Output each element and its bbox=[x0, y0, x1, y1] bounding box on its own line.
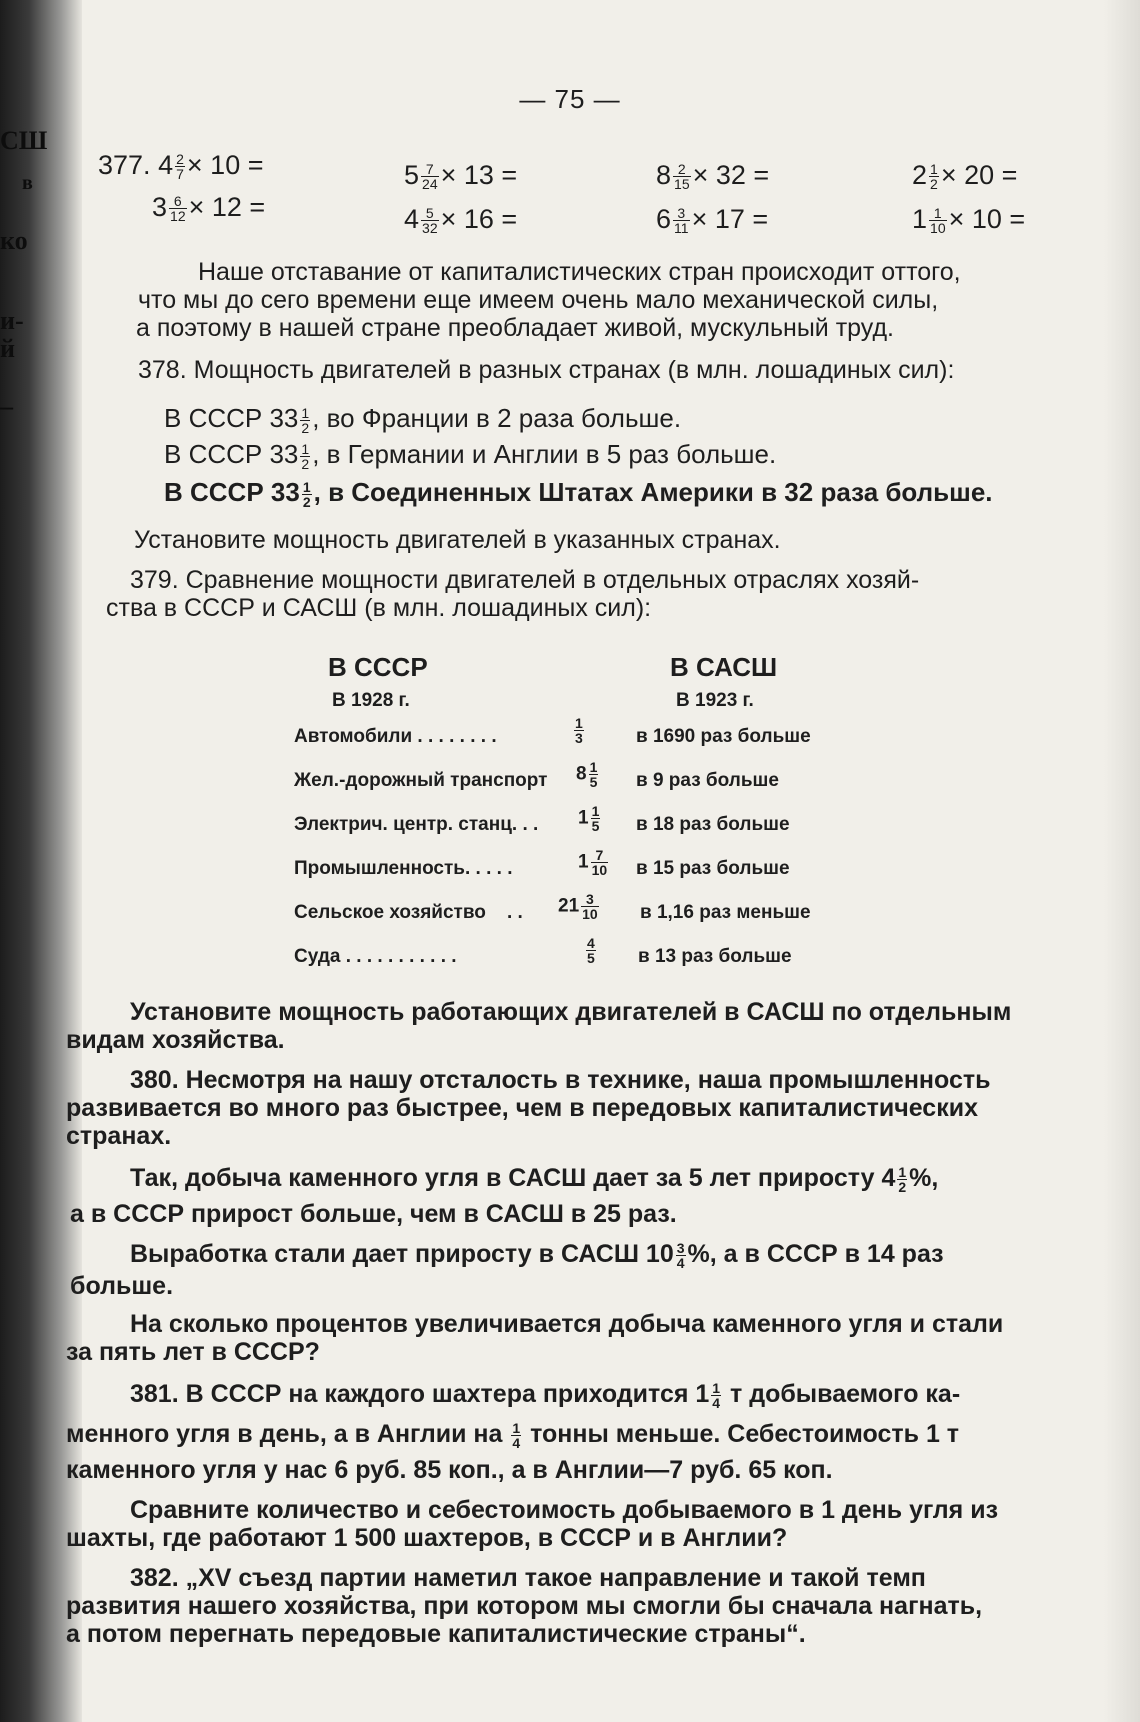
problem-380-question: за пять лет в СССР? bbox=[66, 1338, 320, 1366]
fraction bbox=[673, 162, 691, 191]
whole: 1 bbox=[578, 807, 589, 829]
problem-379-line: 379. Сравнение мощности двигателей в отдельных отраслях хозяй- bbox=[130, 566, 920, 594]
numerator: 3 bbox=[676, 1239, 685, 1256]
exercise-number: 377. bbox=[98, 150, 151, 180]
denominator: 12 bbox=[170, 208, 186, 225]
intro-line: Наше отставание от капиталистических стран происходит оттого, bbox=[198, 258, 961, 286]
problem-378-title: 378. Мощность двигателей в разных странах (в млн. лошадиных сил): bbox=[138, 356, 955, 384]
fraction bbox=[175, 152, 185, 181]
text: , в Германии и Англии в 5 раз больше. bbox=[312, 439, 777, 469]
denominator: 7 bbox=[176, 166, 184, 183]
expression-tail: × 17 = bbox=[691, 204, 769, 234]
problem-382-line: 382. „XV съезд партии наметил такое направление и такой темп bbox=[130, 1564, 926, 1592]
fraction bbox=[897, 1165, 907, 1194]
gutter-text: СШ bbox=[0, 126, 48, 155]
row-value bbox=[572, 716, 586, 745]
exercise-377-item bbox=[656, 160, 769, 191]
denominator: 10 bbox=[582, 906, 598, 922]
expression-tail: × 13 = bbox=[440, 160, 518, 190]
denominator: 2 bbox=[301, 455, 310, 472]
table-head-left: В СССР bbox=[328, 652, 428, 682]
numerator: 2 bbox=[176, 151, 184, 168]
denominator: 15 bbox=[674, 176, 690, 193]
problem-379-task: Установите мощность работающих двигателей в САСШ по отдельным bbox=[130, 998, 1012, 1026]
problem-378-task: Установите мощность двигателей в указанных странах. bbox=[134, 526, 781, 554]
exercise-377-item bbox=[656, 204, 768, 235]
problem-381-line bbox=[66, 1420, 959, 1450]
fraction bbox=[300, 442, 310, 471]
exercise-377-item bbox=[912, 204, 1025, 235]
denominator: 2 bbox=[301, 419, 310, 436]
denominator: 32 bbox=[422, 220, 438, 237]
numerator: 1 bbox=[301, 440, 310, 457]
table-head-right: В САСШ bbox=[670, 652, 778, 682]
whole: 4 bbox=[158, 150, 174, 180]
whole: 21 bbox=[558, 895, 580, 917]
problem-378-line bbox=[164, 440, 776, 471]
whole: 6 bbox=[656, 204, 672, 234]
numerator: 1 bbox=[512, 1419, 521, 1436]
denominator: 4 bbox=[712, 1394, 721, 1411]
whole: 4 bbox=[404, 204, 420, 234]
problem-382-line: развития нашего хозяйства, при котором мы смогли бы сначала нагнать, bbox=[66, 1592, 983, 1620]
fraction bbox=[929, 206, 947, 235]
expression-tail: × 32 = bbox=[692, 160, 770, 190]
denominator: 4 bbox=[676, 1254, 685, 1271]
problem-381-question: шахты, где работают 1 500 шахтеров, в СССР и в Англии? bbox=[66, 1524, 788, 1552]
numerator: 5 bbox=[421, 206, 439, 221]
text: В СССР 33 bbox=[164, 477, 300, 507]
problem-381-question: Сравните количество и себестоимость добываемого в 1 день угля из bbox=[130, 1496, 999, 1524]
row-label: Электрич. центр. станц. . . bbox=[294, 814, 539, 835]
expression-tail: × 20 = bbox=[940, 160, 1018, 190]
numerator: 1 bbox=[929, 206, 947, 221]
problem-378-line bbox=[164, 478, 993, 509]
fraction bbox=[711, 1381, 721, 1410]
numerator: 1 bbox=[930, 161, 938, 178]
numerator: 1 bbox=[575, 715, 583, 731]
whole: 8 bbox=[656, 160, 672, 190]
row-comparison: в 1690 раз больше bbox=[636, 726, 811, 747]
text: Так, добыча каменного угля в САСШ дает за 5 лет приросту 4 bbox=[130, 1164, 896, 1192]
numerator: 1 bbox=[591, 803, 600, 819]
numerator: 1 bbox=[898, 1163, 907, 1180]
whole: 2 bbox=[912, 160, 928, 190]
expression-tail: × 10 = bbox=[948, 204, 1026, 234]
denominator: 10 bbox=[930, 220, 946, 237]
problem-380-line: развивается во много раз быстрее, чем в передовых капиталистических bbox=[66, 1094, 978, 1122]
page-edge bbox=[1104, 0, 1140, 1722]
denominator: 5 bbox=[589, 774, 598, 790]
problem-381-line: каменного угля у нас 6 руб. 85 коп., а в Англии—7 руб. 65 коп. bbox=[66, 1456, 833, 1484]
fraction bbox=[169, 194, 187, 223]
fraction bbox=[929, 162, 939, 191]
whole: 8 bbox=[576, 763, 587, 785]
fraction bbox=[511, 1421, 521, 1450]
row-comparison: в 9 раз больше bbox=[636, 770, 779, 791]
text: , во Франции в 2 раза больше. bbox=[312, 403, 682, 433]
row-label: Сельское хозяйство . . bbox=[294, 902, 523, 923]
problem-380-line: 380. Несмотря на нашу отсталость в технике, наша промышленность bbox=[130, 1066, 991, 1094]
row-label: Суда . . . . . . . . . . . bbox=[294, 946, 457, 967]
text: т добываемого ка- bbox=[723, 1380, 961, 1408]
intro-line: а поэтому в нашей стране преобладает живой, мускульный труд. bbox=[136, 314, 894, 342]
numerator: 3 bbox=[673, 206, 690, 221]
text: , в Соединенных Штатах Америки в 32 раза больше. bbox=[313, 477, 993, 507]
problem-380-steel bbox=[130, 1240, 944, 1270]
numerator: 1 bbox=[302, 478, 311, 495]
exercise-377-item bbox=[404, 160, 517, 191]
table-year-right: В 1923 г. bbox=[676, 690, 754, 711]
numerator: 1 bbox=[301, 404, 310, 421]
fraction bbox=[574, 716, 584, 745]
denominator: 4 bbox=[512, 1434, 521, 1451]
text: тонны меньше. Себестоимость 1 т bbox=[523, 1420, 960, 1448]
denominator: 2 bbox=[930, 176, 938, 193]
table-year-left: В 1928 г. bbox=[332, 690, 410, 711]
numerator: 1 bbox=[589, 759, 598, 775]
gutter-text: й bbox=[0, 334, 15, 363]
text: В СССР 33 bbox=[164, 439, 299, 469]
intro-line: что мы до сего времени еще имеем очень мало механической силы, bbox=[138, 286, 939, 314]
text: В СССР 33 bbox=[164, 403, 299, 433]
denominator: 5 bbox=[591, 818, 600, 834]
gutter-text: и- bbox=[0, 306, 24, 335]
whole: 1 bbox=[912, 204, 928, 234]
problem-380-steel: больше. bbox=[70, 1272, 174, 1300]
denominator: 10 bbox=[591, 862, 608, 878]
fraction bbox=[302, 480, 312, 509]
fraction bbox=[300, 406, 310, 435]
row-label: Промышленность. . . . . bbox=[294, 858, 513, 879]
row-label: Жел.-дорожный транспорт bbox=[294, 770, 548, 791]
fraction bbox=[581, 892, 599, 921]
numerator: 3 bbox=[581, 892, 599, 907]
gutter-text: – bbox=[0, 392, 13, 421]
fraction bbox=[591, 804, 601, 833]
row-value bbox=[578, 848, 610, 877]
text: %, а в СССР в 14 раз bbox=[687, 1240, 944, 1268]
problem-382-line: а потом перегнать передовые капиталистические страны“. bbox=[66, 1620, 806, 1648]
denominator: 2 bbox=[898, 1178, 907, 1195]
row-comparison: в 13 раз больше bbox=[638, 946, 792, 967]
problem-379-task: видам хозяйства. bbox=[66, 1026, 285, 1054]
row-comparison: в 18 раз больше bbox=[636, 814, 790, 835]
numerator: 1 bbox=[712, 1379, 721, 1396]
problem-380-question: На сколько процентов увеличивается добыча каменного угля и стали bbox=[130, 1310, 1004, 1338]
fraction bbox=[589, 760, 599, 789]
whole: 5 bbox=[404, 160, 420, 190]
problem-379-line: ства в СССР и САСШ (в млн. лошадиных сил): bbox=[106, 594, 652, 622]
fraction bbox=[673, 206, 690, 235]
gutter-text: в bbox=[22, 172, 33, 194]
fraction bbox=[421, 206, 439, 235]
whole: 3 bbox=[152, 192, 168, 222]
row-value bbox=[558, 892, 601, 921]
fraction bbox=[586, 936, 596, 965]
numerator: 2 bbox=[673, 162, 691, 177]
exercise-377 bbox=[98, 150, 263, 181]
problem-380-coal: а в СССР прирост больше, чем в САСШ в 25 раз. bbox=[70, 1200, 677, 1228]
exercise-377-item bbox=[404, 204, 517, 235]
numerator: 7 bbox=[591, 848, 609, 863]
row-value bbox=[576, 760, 600, 789]
fraction bbox=[591, 848, 609, 877]
expression-tail: × 16 = bbox=[440, 204, 518, 234]
row-comparison: в 1,16 раз меньше bbox=[640, 902, 811, 923]
fraction bbox=[676, 1241, 686, 1270]
denominator: 24 bbox=[422, 176, 438, 193]
gutter-text: ко bbox=[0, 226, 28, 255]
text: Выработка стали дает приросту в САСШ 10 bbox=[130, 1240, 674, 1268]
expression-tail: × 10 = bbox=[186, 150, 264, 180]
exercise-377-item bbox=[152, 192, 265, 223]
problem-380-line: странах. bbox=[66, 1122, 172, 1150]
numerator: 4 bbox=[587, 935, 595, 951]
page-number: — 75 — bbox=[519, 84, 621, 114]
exercise-377-item bbox=[912, 160, 1017, 191]
denominator: 5 bbox=[587, 950, 595, 966]
fraction bbox=[421, 162, 439, 191]
denominator: 2 bbox=[302, 493, 311, 510]
denominator: 11 bbox=[674, 220, 689, 237]
denominator: 3 bbox=[575, 730, 583, 746]
problem-381-line bbox=[130, 1380, 960, 1410]
problem-378-line bbox=[164, 404, 681, 435]
row-comparison: в 15 раз больше bbox=[636, 858, 790, 879]
row-label: Автомобили . . . . . . . . bbox=[294, 726, 497, 747]
text: 381. В СССР на каждого шахтера приходится 1 bbox=[130, 1380, 710, 1408]
text: менного угля в день, а в Англии на bbox=[66, 1420, 510, 1448]
numerator: 6 bbox=[169, 194, 187, 209]
row-value bbox=[578, 804, 602, 833]
problem-380-coal bbox=[130, 1164, 938, 1194]
whole: 1 bbox=[578, 851, 589, 873]
numerator: 7 bbox=[421, 162, 439, 177]
text: %, bbox=[909, 1164, 939, 1192]
expression-tail: × 12 = bbox=[188, 192, 266, 222]
row-value bbox=[584, 936, 598, 965]
